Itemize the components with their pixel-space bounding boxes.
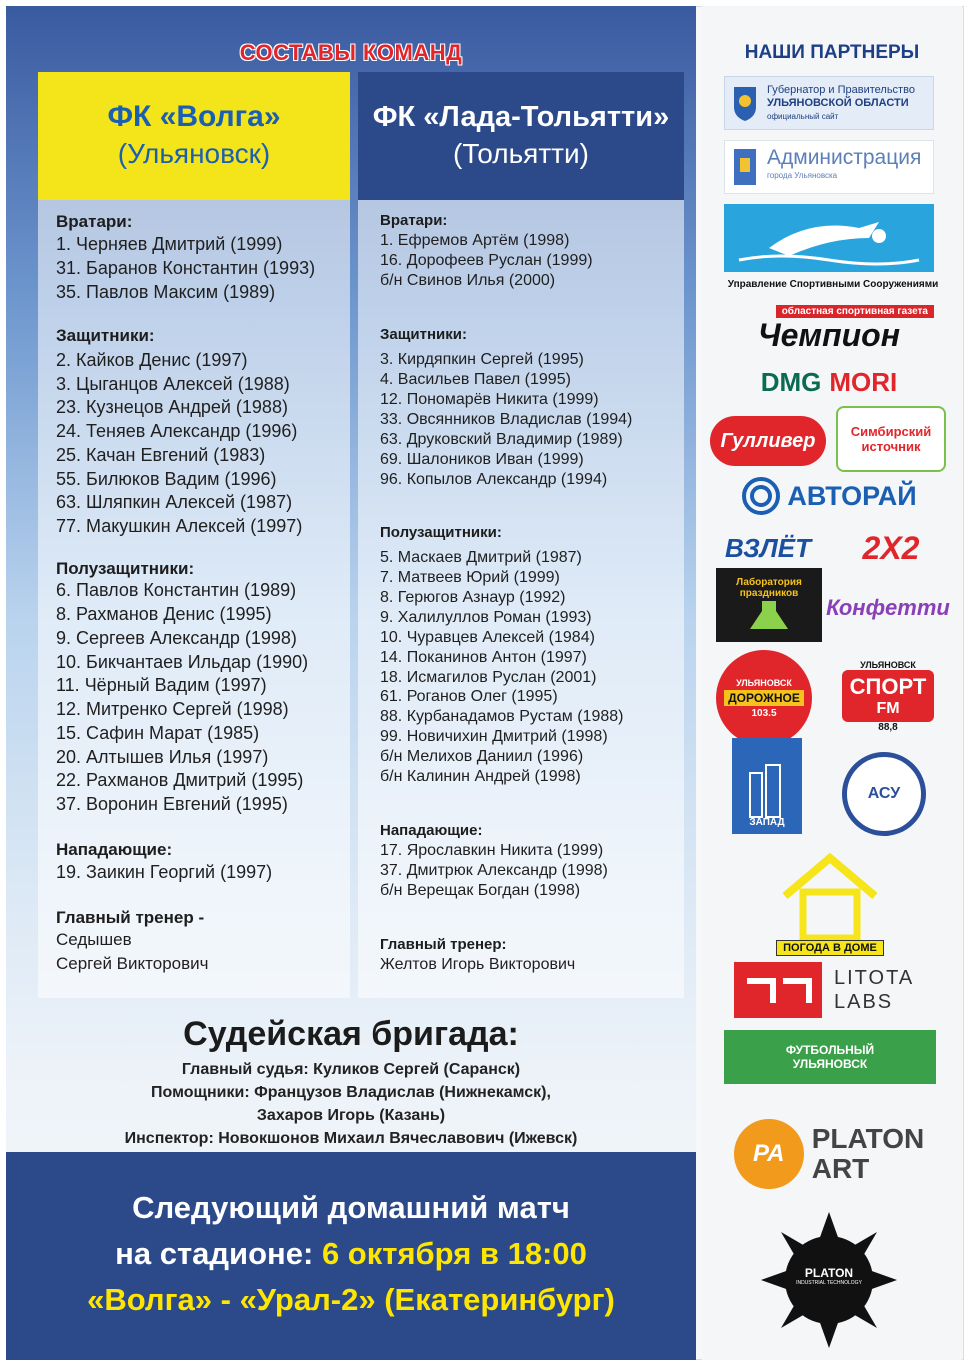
logo-text: FM — [876, 699, 900, 717]
player-line: 12. Митренко Сергей (1998) — [56, 699, 289, 719]
logo-text: PLATON — [804, 1266, 854, 1280]
logo-text: Симбирский — [850, 424, 932, 439]
player-line: 37. Дмитрюк Александр (1998) — [380, 862, 608, 879]
logo-text: Лаборатория — [736, 577, 802, 588]
logo-text: УЛЬЯНОВСК — [860, 659, 916, 670]
logo-sport-fm[interactable] — [836, 642, 940, 750]
referee-line: Инспектор: Новокшонов Михаил Вячеславович (Ижевск) — [124, 1130, 578, 1147]
player-line: 17. Ярославкин Никита (1999) — [380, 842, 604, 859]
referee-line: Помощники: Французов Владислав (Нижнекамск), — [151, 1084, 551, 1101]
logo-text: УЛЬЯНОВСК — [792, 1057, 868, 1071]
logo-text: Управление Спортивными Сооружениями — [727, 278, 939, 290]
player-line: 9. Халилуллов Роман (1993) — [380, 609, 592, 626]
logo-text: DMG — [760, 366, 822, 397]
player-line: 35. Павлов Максим (1989) — [56, 282, 276, 302]
player-line: 2. Кайков Денис (1997) — [56, 350, 248, 370]
player-line: 55. Билюков Вадим (1996) — [56, 469, 277, 489]
logo-text: LABS — [834, 991, 894, 1013]
logo-administration[interactable] — [724, 140, 934, 194]
logo-dorozhnoe-radio[interactable] — [716, 650, 812, 746]
group-title: Нападающие: — [56, 840, 173, 859]
logo-text: СПОРТ — [849, 673, 927, 699]
player-line: 18. Исмагилов Руслан (2001) — [380, 669, 597, 686]
logo-acu[interactable] — [842, 752, 926, 836]
house-icon — [775, 852, 885, 940]
logo-champion[interactable] — [724, 300, 934, 356]
logo-text: ЗАПАД — [749, 817, 785, 828]
logo-text: официальный сайт — [767, 111, 839, 121]
coat-of-arms-icon — [731, 83, 759, 123]
logo-gulliver[interactable] — [710, 416, 826, 466]
player-line: 10. Чуравцев Алексей (1984) — [380, 629, 595, 646]
partners-column — [702, 6, 962, 1360]
group-title: Нападающие: — [380, 822, 483, 839]
logo-governor[interactable] — [724, 76, 934, 130]
logo-text: ДОРОЖНОЕ — [724, 690, 804, 706]
team-column-volga — [38, 72, 350, 998]
player-line: 23. Кузнецов Андрей (1988) — [56, 397, 288, 417]
player-line: 33. Овсянников Владислав (1994) — [380, 411, 633, 428]
logo-zapad[interactable] — [732, 738, 802, 834]
logo-platon-technology[interactable] — [754, 1210, 904, 1350]
player-line: 4. Васильев Павел (1995) — [380, 371, 571, 388]
logo-swimmer[interactable] — [724, 204, 934, 272]
player-line: 20. Алтышев Илья (1997) — [56, 747, 269, 767]
litota-mark-icon — [734, 962, 822, 1018]
player-line: 37. Воронин Евгений (1995) — [56, 794, 288, 814]
logo-text: УЛЬЯНОВСК — [736, 677, 792, 688]
player-line: 8. Рахманов Денис (1995) — [56, 604, 272, 624]
logo-text: АСУ — [867, 785, 901, 802]
player-line: б/н Мелихов Даниил (1996) — [380, 748, 584, 765]
player-line: б/н Верещак Богдан (1998) — [380, 882, 581, 899]
player-line: 63. Шляпкин Алексей (1987) — [56, 492, 293, 512]
group-title: Вратари: — [56, 212, 133, 231]
lineups-title: СОСТАВЫ КОМАНД — [239, 40, 463, 65]
logo-text: 103.5 — [751, 707, 777, 719]
player-line: 3. Кирдяпкин Сергей (1995) — [380, 351, 584, 368]
logo-text: Чемпион — [757, 316, 901, 353]
player-line: 22. Рахманов Дмитрий (1995) — [56, 770, 304, 790]
logo-futbolny-ulyanovsk[interactable] — [724, 1030, 936, 1084]
group-title: Главный тренер - — [56, 908, 205, 927]
player-line: 31. Баранов Константин (1993) — [56, 258, 316, 278]
platon-tech-text — [754, 1266, 904, 1286]
referee-line: Захаров Игорь (Казань) — [256, 1107, 446, 1124]
player-line: 77. Макушкин Алексей (1997) — [56, 516, 303, 536]
player-line: 14. Поканинов Антон (1997) — [380, 649, 587, 666]
logo-text: Администрация — [767, 146, 922, 169]
referee-line: Главный судья: Куликов Сергей (Саранск) — [181, 1061, 521, 1078]
group-title: Вратари: — [380, 212, 448, 229]
group-title: Полузащитники: — [380, 524, 502, 541]
player-line: 25. Качан Евгений (1983) — [56, 445, 266, 465]
player-line: 5. Маскаев Дмитрий (1987) — [380, 549, 582, 566]
player-line: б/н Свинов Илья (2000) — [380, 272, 556, 289]
next-match-line: Следующий домашний матч — [132, 1190, 570, 1225]
logo-2x2[interactable] — [836, 524, 946, 572]
logo-platon-art[interactable] — [716, 1110, 942, 1198]
logo-pogoda-v-dome[interactable] — [750, 842, 910, 956]
team-header-lada — [358, 72, 684, 200]
coach-line: Сергей Викторович — [56, 954, 209, 973]
player-line: 7. Матвеев Юрий (1999) — [380, 569, 560, 586]
logo-text: областная спортивная газета — [776, 305, 934, 318]
player-line: 9. Сергеев Александр (1998) — [56, 628, 297, 648]
player-line: 99. Новичихин Дмитрий (1998) — [380, 728, 608, 745]
player-line: б/н Калинин Андрей (1998) — [380, 768, 581, 785]
logo-text: INDUSTRIAL TECHNOLOGY — [796, 1280, 862, 1286]
player-line: 3. Цыганцов Алексей (1988) — [56, 374, 290, 394]
player-line: 10. Бикчантаев Ильдар (1990) — [56, 652, 309, 672]
player-line: 88. Курбанадамов Рустам (1988) — [380, 708, 624, 725]
player-line: 1. Ефремов Артём (1998) — [380, 232, 570, 249]
next-match-teams: «Волга» - «Урал-2» (Екатеринбург) — [87, 1282, 615, 1317]
team-name: ФК «Волга» — [107, 100, 281, 133]
player-line: 1. Черняев Дмитрий (1999) — [56, 234, 283, 254]
next-match-date-line — [6, 1236, 696, 1272]
logo-text: LITOTA — [834, 967, 915, 989]
logo-text: ART — [811, 1153, 870, 1184]
logo-text: Гулливер — [720, 429, 816, 452]
logo-text: PA — [752, 1140, 785, 1167]
logo-vzlet[interactable] — [710, 528, 826, 568]
logo-text: АВТОРАЙ — [787, 480, 917, 511]
logo-dmg-mori[interactable] — [724, 362, 934, 402]
team-header-volga — [38, 72, 350, 200]
logo-text: Конфетти — [826, 595, 950, 620]
logo-simbirsky[interactable] — [836, 406, 946, 472]
logo-text: 88,8 — [878, 721, 898, 733]
logo-admin-text — [767, 146, 922, 185]
logo-text: ВЗЛЁТ — [725, 532, 811, 563]
player-line: 96. Копылов Александр (1994) — [380, 471, 608, 488]
logo-laboratory[interactable] — [716, 568, 822, 642]
partners-title: НАШИ ПАРТНЕРЫ — [744, 42, 920, 63]
player-line: 24. Теняев Александр (1996) — [56, 421, 298, 441]
litota-text — [834, 966, 914, 1014]
logo-text: праздников — [739, 588, 799, 599]
team-city: (Ульяновск) — [117, 138, 271, 169]
coach-line: Седышев — [56, 930, 132, 949]
logo-text: источник — [861, 439, 921, 454]
referees-title: Судейская бригада: — [183, 1015, 519, 1053]
player-line: 8. Герюгов Азнаур (1992) — [380, 589, 566, 606]
next-match-date: 6 октября в 18:00 — [321, 1236, 587, 1271]
player-line: 69. Шалоников Иван (1999) — [380, 451, 584, 468]
player-line: 19. Заикин Георгий (1997) — [56, 862, 273, 882]
logo-text: ПОГОДА В ДОМЕ — [776, 940, 884, 956]
logo-text: PLATON — [811, 1123, 925, 1154]
group-title: Полузащитники: — [56, 559, 195, 578]
logo-avtorai[interactable] — [716, 472, 942, 520]
team-city: (Тольятти) — [453, 138, 589, 169]
logo-text: УЛЬЯНОВСКОЙ ОБЛАСТИ — [767, 96, 909, 109]
litota-glyph-icon — [743, 975, 813, 1005]
logo-sport-fm-badge — [842, 670, 935, 722]
group-title: Главный тренер: — [380, 936, 507, 953]
logo-governor-text — [767, 84, 915, 123]
swimmer-icon — [729, 208, 929, 268]
group-title: Защитники: — [380, 326, 467, 343]
avtorai-icon — [741, 476, 781, 516]
player-line: 16. Дорофеев Руслан (1999) — [380, 252, 593, 269]
player-line: 63. Друковский Владимир (1989) — [380, 431, 623, 448]
player-line: 61. Роганов Олег (1995) — [380, 688, 558, 705]
team-column-lada — [358, 72, 684, 998]
group-title: Защитники: — [56, 326, 155, 345]
platon-art-mark-icon — [734, 1119, 804, 1189]
team-name: ФК «Лада-Тольятти» — [372, 101, 670, 133]
logo-text: 2X2 — [862, 529, 920, 566]
platon-art-text — [812, 1124, 925, 1184]
logo-text: ФУТБОЛЬНЫЙ — [785, 1043, 875, 1057]
next-match-banner — [6, 1152, 696, 1360]
player-line: 15. Сафин Марат (1985) — [56, 723, 260, 743]
next-match-prefix: на стадионе: — [115, 1236, 322, 1271]
player-line: 6. Павлов Константин (1989) — [56, 580, 297, 600]
logo-text: Губернатор и Правительство — [767, 83, 915, 96]
building-icon — [744, 763, 790, 817]
logo-text: MORI — [829, 366, 898, 397]
logo-konfetti[interactable] — [826, 580, 950, 636]
logo-litota-labs[interactable] — [734, 960, 928, 1020]
logo-text: города Ульяновска — [767, 171, 838, 180]
logo-sports-facilities-caption — [710, 276, 956, 292]
coach-line: Желтов Игорь Викторович — [380, 956, 576, 973]
city-emblem-icon — [731, 146, 759, 188]
flask-icon — [744, 599, 794, 633]
player-line: 12. Пономарёв Никита (1999) — [380, 391, 599, 408]
player-line: 11. Чёрный Вадим (1997) — [56, 675, 267, 695]
referees-section — [6, 1014, 696, 1150]
